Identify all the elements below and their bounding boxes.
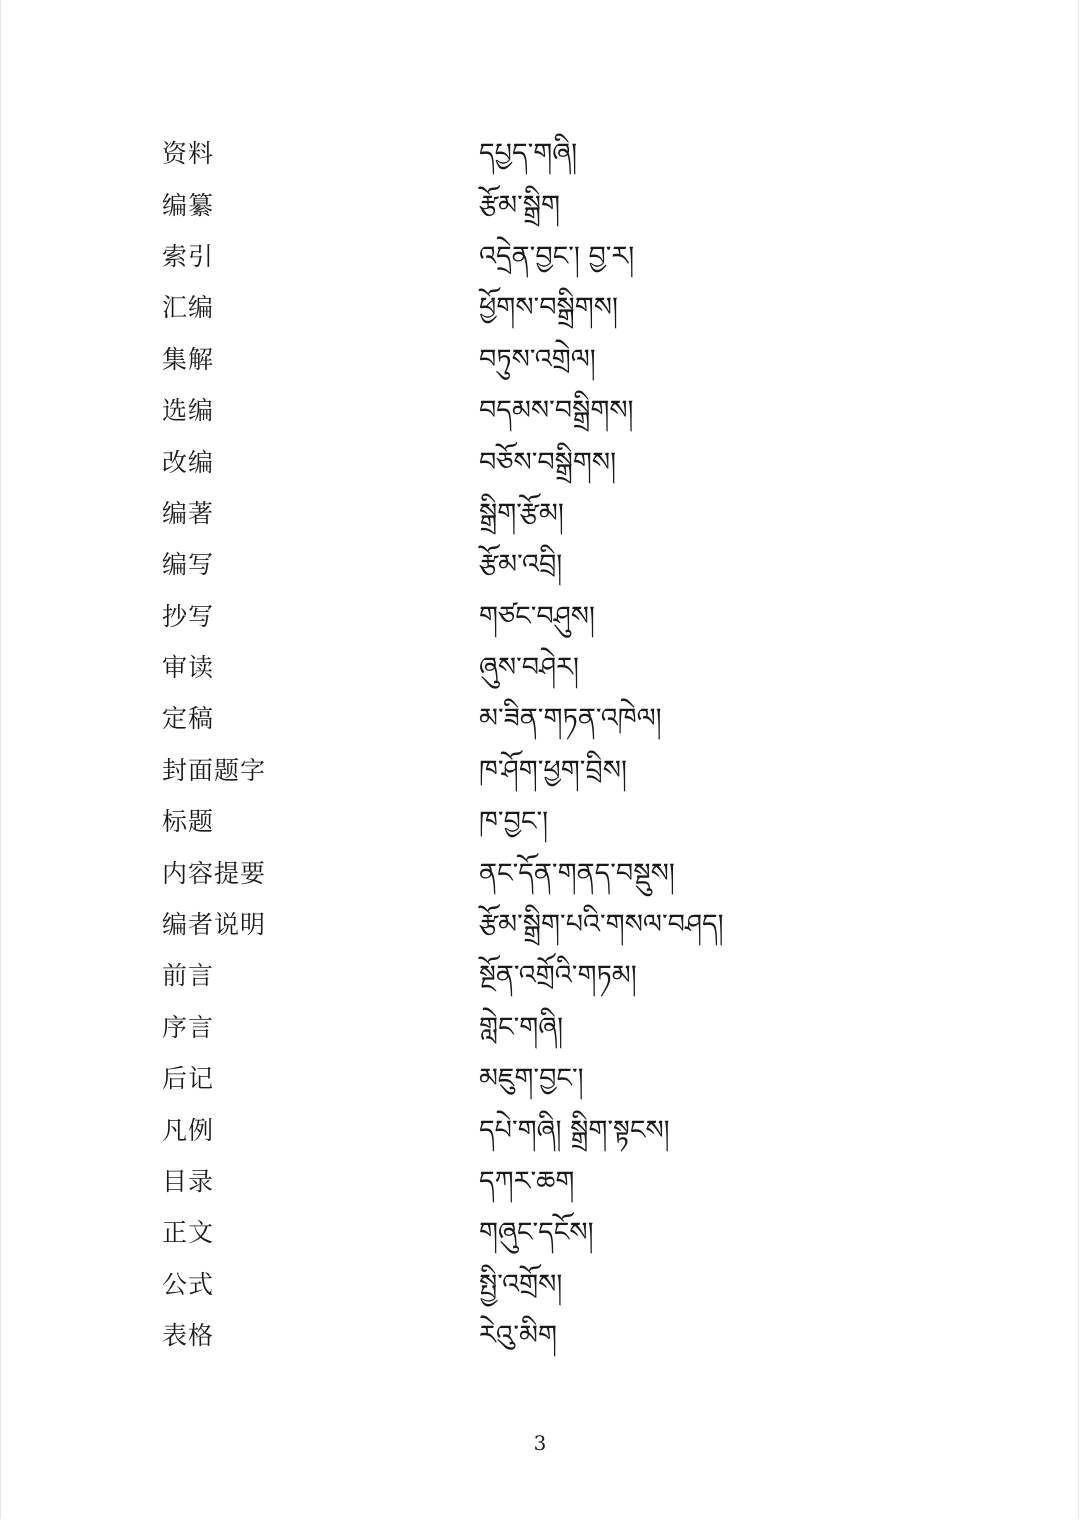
tibetan-term: སྒྲིག་རྩོམ། bbox=[479, 497, 564, 529]
term-row bbox=[162, 488, 922, 539]
term-row bbox=[162, 899, 922, 950]
glossary-list bbox=[162, 128, 922, 1361]
tibetan-term: བཏུས་འགྲེལ། bbox=[479, 343, 596, 375]
tibetan-term: བདམས་བསྒྲིགས། bbox=[479, 395, 634, 427]
tibetan-term: སྤྱི་འགྲོས། bbox=[479, 1268, 563, 1300]
term-row bbox=[162, 179, 922, 230]
term-row bbox=[162, 436, 922, 487]
term-row bbox=[162, 128, 922, 179]
chinese-term: 凡例 bbox=[162, 1115, 215, 1145]
chinese-term: 选编 bbox=[162, 396, 215, 426]
chinese-term: 序言 bbox=[162, 1012, 215, 1042]
tibetan-term: ཁ་བྱང་། bbox=[479, 806, 549, 838]
chinese-term: 表格 bbox=[162, 1321, 215, 1351]
tibetan-term: སྔོན་འགྲོའི་གཏམ། bbox=[479, 960, 637, 992]
term-row bbox=[162, 591, 922, 642]
chinese-term: 内容提要 bbox=[162, 858, 267, 888]
tibetan-term: ནང་དོན་གནད་བསྡུས། bbox=[479, 857, 675, 889]
term-row bbox=[162, 282, 922, 333]
chinese-term: 索引 bbox=[162, 241, 215, 271]
term-row bbox=[162, 1156, 922, 1207]
chinese-term: 公式 bbox=[162, 1269, 215, 1299]
chinese-term: 汇编 bbox=[162, 293, 215, 323]
chinese-term: 封面题字 bbox=[162, 755, 267, 785]
chinese-term: 编著 bbox=[162, 498, 215, 528]
chinese-term: 前言 bbox=[162, 961, 215, 991]
chinese-term: 定稿 bbox=[162, 704, 215, 734]
tibetan-term: ཕྱོགས་བསྒྲིགས། bbox=[479, 292, 618, 324]
page-number: 3 bbox=[533, 1431, 547, 1455]
term-row bbox=[162, 1053, 922, 1104]
term-row bbox=[162, 385, 922, 436]
tibetan-term: དཔྱད་གཞི། bbox=[479, 138, 578, 170]
term-row bbox=[162, 334, 922, 385]
term-row bbox=[162, 1259, 922, 1310]
tibetan-term: མཇུག་བྱང་། bbox=[479, 1063, 584, 1095]
term-row bbox=[162, 950, 922, 1001]
term-row bbox=[162, 847, 922, 898]
term-row bbox=[162, 642, 922, 693]
term-row bbox=[162, 1104, 922, 1155]
term-row bbox=[162, 1002, 922, 1053]
chinese-term: 抄写 bbox=[162, 601, 215, 631]
tibetan-term: ཞུས་བཤེར། bbox=[479, 652, 579, 684]
term-row bbox=[162, 231, 922, 282]
term-row bbox=[162, 745, 922, 796]
term-row bbox=[162, 796, 922, 847]
tibetan-term: འདྲེན་བྱང་། བྱ་ར། bbox=[479, 240, 635, 272]
chinese-term: 审读 bbox=[162, 653, 215, 683]
chinese-term: 后记 bbox=[162, 1064, 215, 1094]
term-row bbox=[162, 693, 922, 744]
chinese-term: 目录 bbox=[162, 1167, 215, 1196]
tibetan-term: རེའུ་མིག bbox=[479, 1320, 558, 1352]
term-row bbox=[162, 1207, 922, 1258]
chinese-term: 集解 bbox=[162, 344, 215, 374]
tibetan-term: གླེང་གཞི། bbox=[479, 1011, 564, 1043]
chinese-term: 编者说明 bbox=[162, 910, 267, 940]
tibetan-term: དཀར་ཆག bbox=[479, 1166, 575, 1197]
chinese-term: 资料 bbox=[162, 139, 215, 169]
tibetan-term: རྩོམ་འབྲི། bbox=[479, 549, 563, 581]
chinese-term: 改编 bbox=[162, 447, 215, 477]
term-row bbox=[162, 539, 922, 590]
tibetan-term: མ་ཟིན་གཏན་འཁེལ། bbox=[479, 703, 662, 735]
tibetan-term: བཅོས་བསྒྲིགས། bbox=[479, 446, 617, 478]
term-row bbox=[162, 1310, 922, 1361]
chinese-term: 编纂 bbox=[162, 190, 215, 220]
chinese-term: 正文 bbox=[162, 1218, 215, 1248]
tibetan-term: དཔེ་གཞི། སྒྲིག་སྟངས། bbox=[479, 1114, 670, 1146]
chinese-term: 标题 bbox=[162, 807, 215, 837]
tibetan-term: ཁ་ཤོག་ཕྱག་བྲིས། bbox=[479, 754, 627, 786]
chinese-term: 编写 bbox=[162, 550, 215, 580]
tibetan-term: གཙང་བཤུས། bbox=[479, 600, 596, 632]
tibetan-term: རྩོམ་སྒྲིག་པའི་གསལ་བཤད། bbox=[479, 909, 724, 941]
tibetan-term: རྩོམ་སྒྲིག bbox=[479, 189, 561, 221]
tibetan-term: གཞུང་དངོས། bbox=[479, 1217, 594, 1249]
